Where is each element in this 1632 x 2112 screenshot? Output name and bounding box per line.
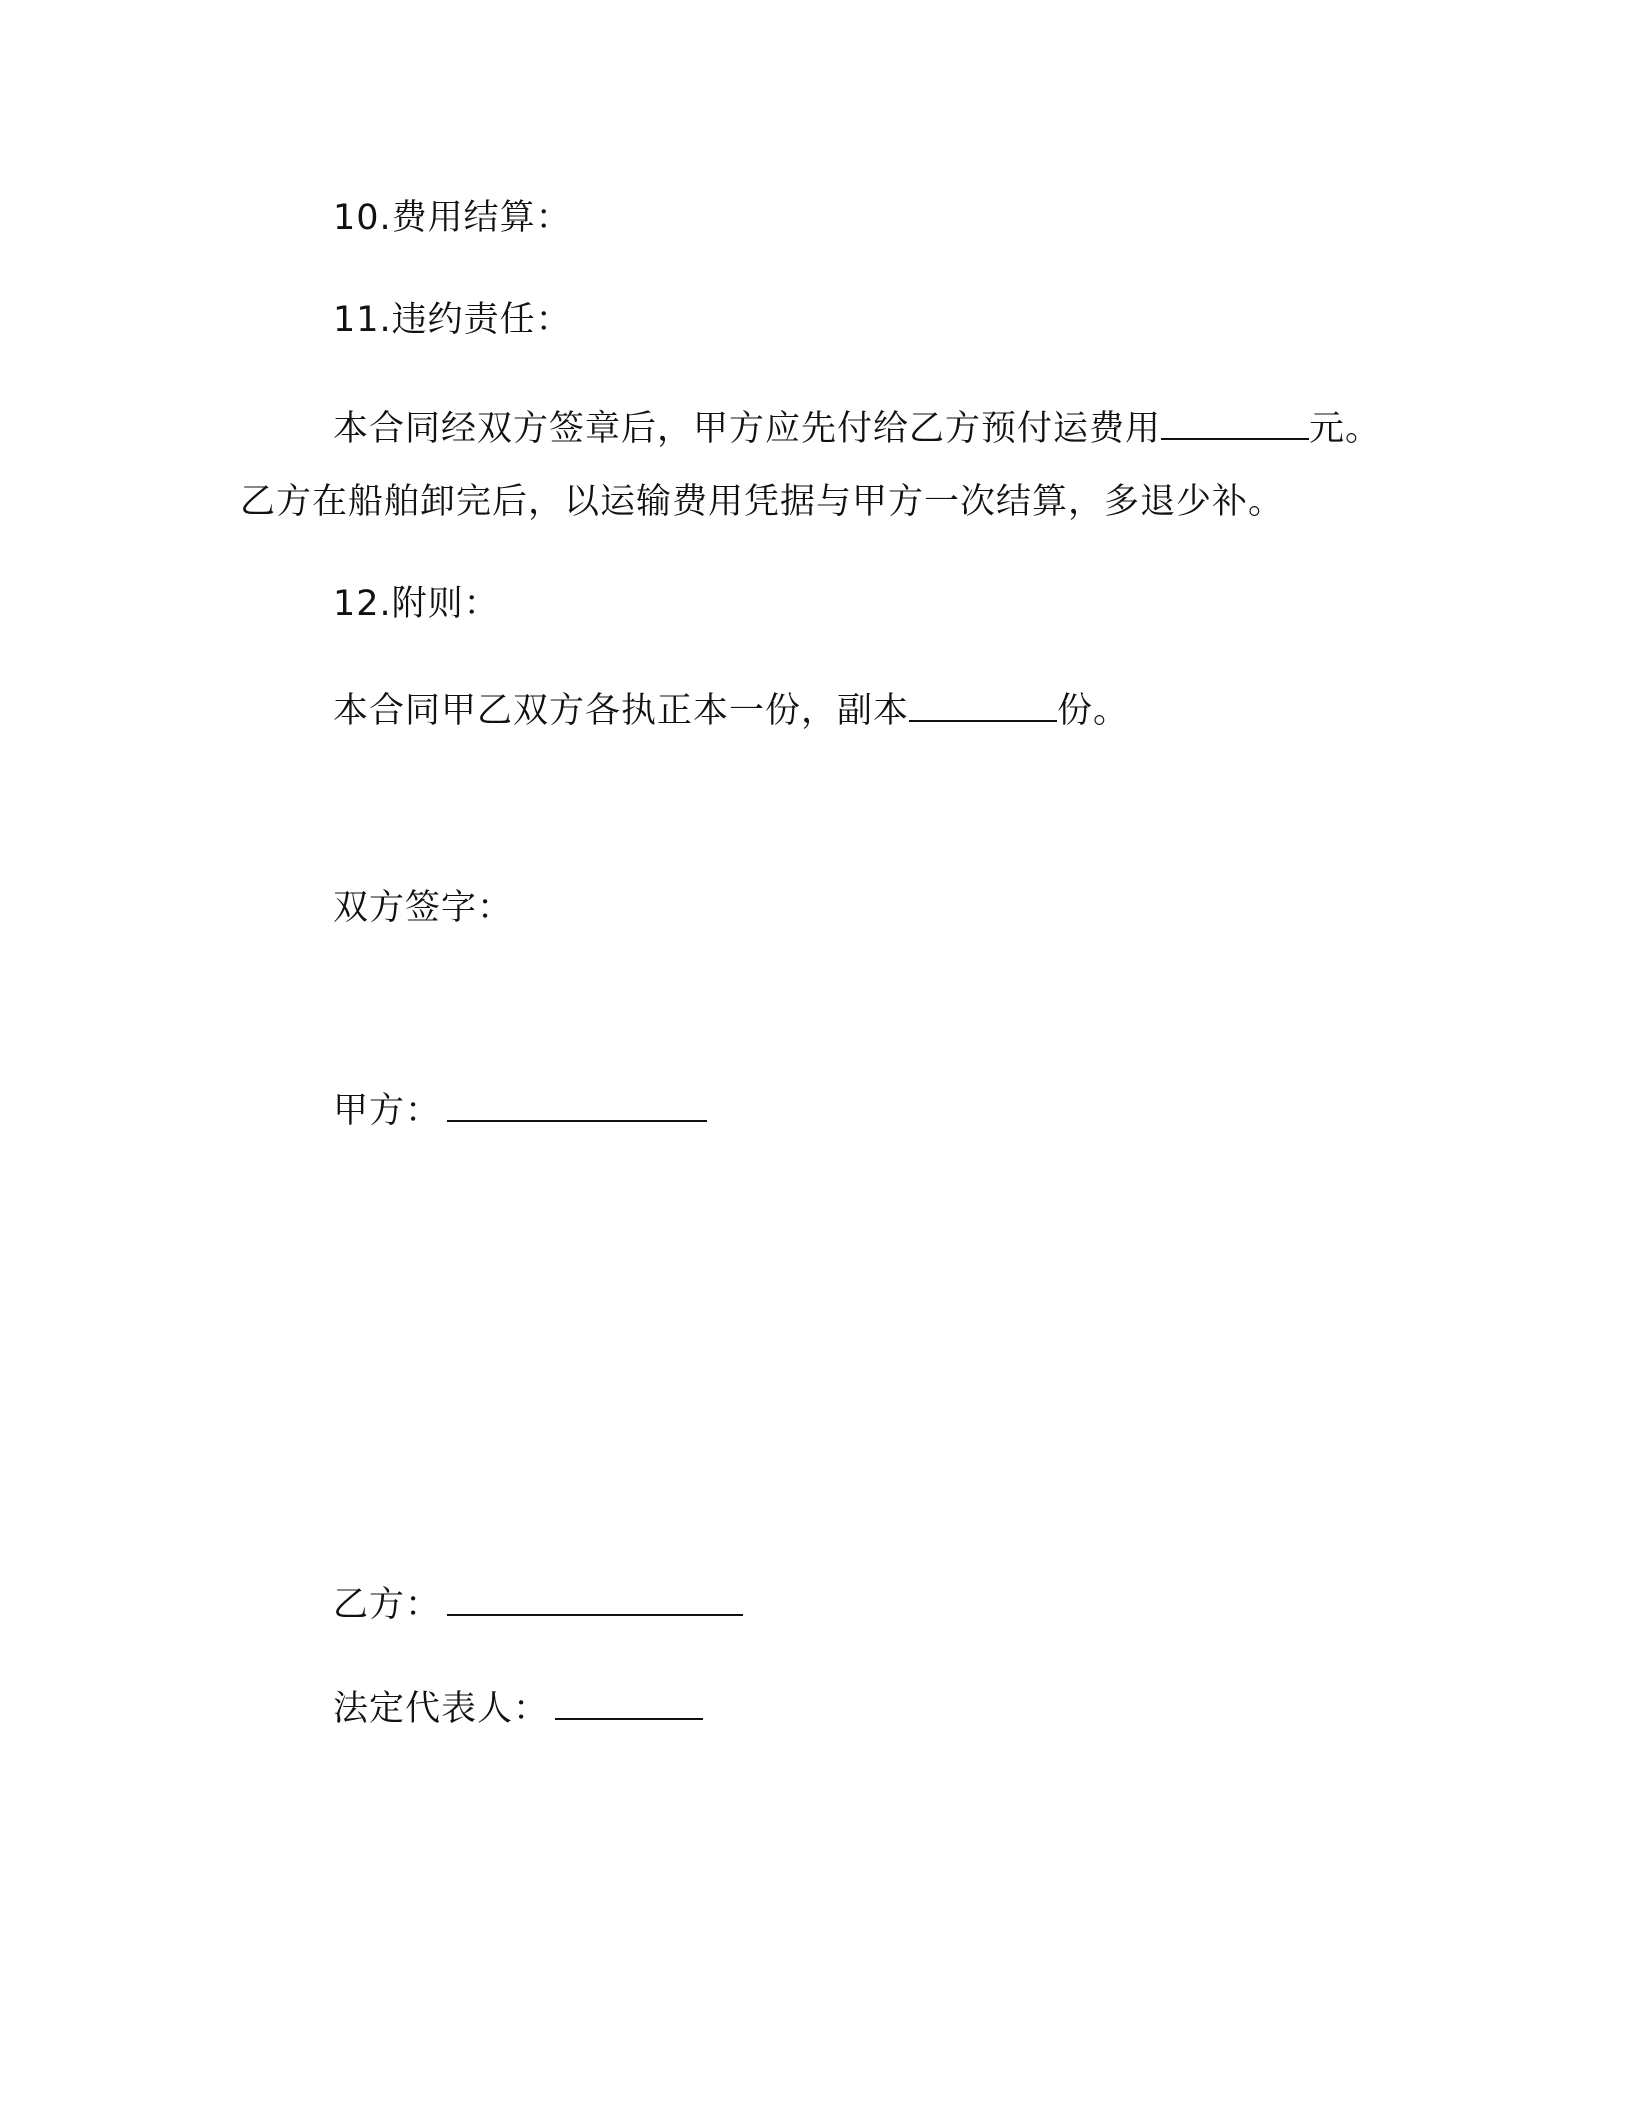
- prepayment-unit: 元。: [1309, 409, 1382, 449]
- copies-unit: 份。: [1057, 691, 1130, 731]
- prepayment-amount-blank[interactable]: [1161, 404, 1309, 440]
- section-11-paragraph-line2: 乙方在船舶卸完后，以运输费用凭据与甲方一次结算，多退少补。: [240, 482, 1285, 522]
- copies-text: 本合同甲乙双方各执正本一份，副本: [333, 691, 910, 731]
- section-10-heading: 10.费用结算：: [333, 198, 572, 238]
- party-b-label: 乙方：: [333, 1585, 442, 1625]
- legal-rep-label: 法定代表人：: [333, 1689, 550, 1729]
- section-11-heading: 11.违约责任：: [333, 300, 572, 340]
- prepayment-text: 本合同经双方签章后，甲方应先付给乙方预付运费用: [333, 409, 1162, 449]
- signatures-heading: 双方签字：: [333, 888, 514, 928]
- party-b-signature-line: [333, 1580, 743, 1627]
- party-a-signature-line: [333, 1086, 707, 1133]
- section-11-paragraph-line1: [333, 404, 1381, 451]
- legal-rep-signature-line: [333, 1684, 703, 1731]
- copies-count-blank[interactable]: [909, 686, 1057, 722]
- party-a-signature-blank[interactable]: [447, 1086, 707, 1122]
- party-a-label: 甲方：: [333, 1091, 442, 1131]
- section-12-paragraph: [333, 686, 1129, 733]
- party-b-signature-blank[interactable]: [447, 1580, 743, 1616]
- legal-rep-signature-blank[interactable]: [555, 1684, 703, 1720]
- section-12-heading: 12.附则：: [333, 584, 500, 624]
